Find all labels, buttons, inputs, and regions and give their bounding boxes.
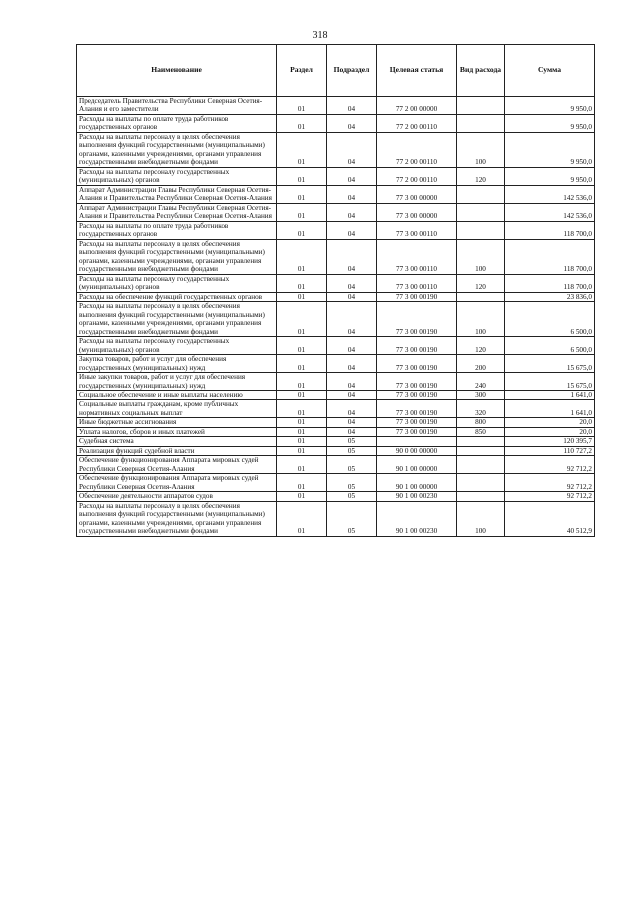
cell-sum: 20,0 [505,418,595,427]
cell-sum: 92 712,2 [505,456,595,474]
cell-target: 77 2 00 00110 [377,132,457,167]
cell-type: 120 [457,274,505,292]
cell-target: 77 3 00 00190 [377,355,457,373]
cell-type [457,474,505,492]
header-subsection: Подраздел [327,45,377,97]
cell-target: 90 1 00 00000 [377,456,457,474]
cell-section: 01 [277,132,327,167]
cell-type: 320 [457,400,505,418]
cell-section: 01 [277,292,327,301]
cell-type: 850 [457,427,505,436]
table-row [77,400,595,418]
cell-type: 100 [457,239,505,274]
cell-target: 77 3 00 00190 [377,337,457,355]
cell-type: 120 [457,167,505,185]
cell-name: Расходы на выплаты по оплате труда работников государственных органов [77,114,277,132]
cell-target: 77 3 00 00190 [377,302,457,337]
cell-target: 77 3 00 00190 [377,400,457,418]
cell-name: Расходы на обеспечение функций государственных органов [77,292,277,301]
cell-target: 90 1 00 00230 [377,492,457,501]
cell-subsection: 05 [327,437,377,446]
cell-target: 77 3 00 00190 [377,292,457,301]
table-row [77,132,595,167]
cell-name: Социальные выплаты гражданам, кроме публичных нормативных социальных выплат [77,400,277,418]
cell-name: Обеспечение функционирования Аппарата мировых судей Республики Северная Осетия-Алания [77,474,277,492]
cell-sum: 110 727,2 [505,446,595,455]
cell-name: Социальное обеспечение и иные выплаты населению [77,390,277,399]
cell-type: 200 [457,355,505,373]
cell-target: 77 3 00 00190 [377,390,457,399]
cell-type [457,221,505,239]
cell-sum: 6 500,0 [505,337,595,355]
header-target: Целевая статья [377,45,457,97]
cell-subsection: 05 [327,501,377,536]
cell-sum: 118 700,0 [505,221,595,239]
cell-section: 01 [277,474,327,492]
cell-sum: 92 712,2 [505,492,595,501]
cell-sum: 120 395,7 [505,437,595,446]
table-row [77,114,595,132]
table-row [77,437,595,446]
cell-type: 120 [457,337,505,355]
cell-section: 01 [277,501,327,536]
table-row [77,337,595,355]
cell-target: 77 3 00 00000 [377,185,457,203]
cell-sum: 118 700,0 [505,274,595,292]
cell-name: Расходы на выплаты персоналу государственных (муниципальных) органов [77,337,277,355]
cell-sum: 6 500,0 [505,302,595,337]
cell-subsection: 04 [327,427,377,436]
cell-type [457,203,505,221]
cell-target: 90 1 00 00000 [377,474,457,492]
cell-sum: 40 512,9 [505,501,595,536]
cell-section: 01 [277,274,327,292]
table-row [77,373,595,391]
cell-type: 100 [457,501,505,536]
cell-type [457,114,505,132]
cell-section: 01 [277,167,327,185]
cell-name: Аппарат Администрации Главы Республики Северная Осетия-Алания и Правительства Республики Северная Осетия-Алания [77,185,277,203]
table-row [77,167,595,185]
cell-sum: 142 536,0 [505,185,595,203]
cell-name: Обеспечение функционирования Аппарата мировых судей Республики Северная Осетия-Алания [77,456,277,474]
cell-type [457,97,505,115]
cell-target: 77 3 00 00110 [377,274,457,292]
cell-target: 77 2 00 00110 [377,114,457,132]
cell-subsection: 04 [327,390,377,399]
cell-section: 01 [277,418,327,427]
cell-section: 01 [277,400,327,418]
cell-target: 90 0 00 00000 [377,446,457,455]
cell-section: 01 [277,302,327,337]
cell-section: 01 [277,97,327,115]
cell-section: 01 [277,337,327,355]
cell-section: 01 [277,390,327,399]
header-name: Наименование [77,45,277,97]
table-row [77,427,595,436]
cell-section: 01 [277,427,327,436]
cell-subsection: 04 [327,355,377,373]
cell-type [457,185,505,203]
cell-target: 90 1 00 00230 [377,501,457,536]
cell-type: 100 [457,132,505,167]
cell-sum: 1 641,0 [505,390,595,399]
cell-section: 01 [277,239,327,274]
cell-name: Расходы на выплаты персоналу в целях обеспечения выполнения функций государственными (муниципальными) органами, казенными учреждениями, органами управления государственными внебюджетными фондами [77,501,277,536]
header-section: Раздел [277,45,327,97]
cell-section: 01 [277,355,327,373]
cell-name: Расходы на выплаты по оплате труда работников государственных органов [77,221,277,239]
cell-type [457,492,505,501]
cell-section: 01 [277,221,327,239]
cell-sum: 92 712,2 [505,474,595,492]
cell-name: Председатель Правительства Республики Северная Осетия-Алания и его заместители [77,97,277,115]
cell-sum: 15 675,0 [505,373,595,391]
table-row [77,501,595,536]
cell-sum: 9 950,0 [505,167,595,185]
cell-subsection: 04 [327,132,377,167]
cell-name: Расходы на выплаты персоналу государственных (муниципальных) органов [77,167,277,185]
cell-name: Иные бюджетные ассигнования [77,418,277,427]
table-row [77,390,595,399]
table-row [77,221,595,239]
cell-subsection: 04 [327,203,377,221]
cell-name: Расходы на выплаты персоналу государственных (муниципальных) органов [77,274,277,292]
cell-subsection: 04 [327,274,377,292]
cell-subsection: 04 [327,292,377,301]
cell-name: Расходы на выплаты персоналу в целях обеспечения выполнения функций государственными (муниципальными) органами, казенными учреждениями, органами управления государственными внебюджетными фондами [77,302,277,337]
cell-type [457,292,505,301]
cell-section: 01 [277,185,327,203]
table-row [77,456,595,474]
table-row [77,185,595,203]
cell-target [377,437,457,446]
cell-sum: 1 641,0 [505,400,595,418]
cell-name: Реализация функций судебной власти [77,446,277,455]
cell-subsection: 05 [327,474,377,492]
cell-type: 100 [457,302,505,337]
budget-table [76,44,595,537]
cell-sum: 118 700,0 [505,239,595,274]
cell-subsection: 04 [327,302,377,337]
cell-subsection: 05 [327,492,377,501]
cell-section: 01 [277,373,327,391]
cell-section: 01 [277,446,327,455]
cell-section: 01 [277,492,327,501]
cell-name: Аппарат Администрации Главы Республики Северная Осетия-Алания и Правительства Республики Северная Осетия-Алания [77,203,277,221]
cell-name: Уплата налогов, сборов и иных платежей [77,427,277,436]
cell-name: Расходы на выплаты персоналу в целях обеспечения выполнения функций государственными (муниципальными) органами, казенными учреждениями, органами управления государственными внебюджетными фондами [77,132,277,167]
cell-sum: 15 675,0 [505,355,595,373]
cell-subsection: 04 [327,239,377,274]
cell-sum: 20,0 [505,427,595,436]
cell-target: 77 3 00 00110 [377,221,457,239]
table-row [77,355,595,373]
cell-sum: 9 950,0 [505,97,595,115]
cell-subsection: 05 [327,456,377,474]
cell-target: 77 3 00 00190 [377,427,457,436]
cell-sum: 23 836,0 [505,292,595,301]
cell-sum: 9 950,0 [505,114,595,132]
table-header-row [77,45,595,97]
cell-type: 240 [457,373,505,391]
cell-target: 77 3 00 00110 [377,239,457,274]
cell-name: Иные закупки товаров, работ и услуг для обеспечения государственных (муниципальных) нужд [77,373,277,391]
cell-subsection: 04 [327,221,377,239]
cell-subsection: 04 [327,400,377,418]
cell-type [457,446,505,455]
cell-type [457,456,505,474]
cell-sum: 142 536,0 [505,203,595,221]
cell-target: 77 3 00 00190 [377,373,457,391]
table-row [77,97,595,115]
cell-section: 01 [277,456,327,474]
table-row [77,292,595,301]
table-row [77,274,595,292]
table-row [77,203,595,221]
cell-type: 300 [457,390,505,399]
cell-name: Судебная система [77,437,277,446]
cell-target: 77 3 00 00000 [377,203,457,221]
cell-subsection: 04 [327,373,377,391]
table-row [77,239,595,274]
cell-sum: 9 950,0 [505,132,595,167]
table-row [77,474,595,492]
page-number: 318 [312,30,328,41]
cell-target: 77 2 00 00110 [377,167,457,185]
table-row [77,446,595,455]
cell-name: Обеспечение деятельности аппаратов судов [77,492,277,501]
cell-name: Расходы на выплаты персоналу в целях обеспечения выполнения функций государственными (муниципальными) органами, казенными учреждениями, органами управления государственными внебюджетными фондами [77,239,277,274]
cell-subsection: 04 [327,114,377,132]
cell-subsection: 04 [327,97,377,115]
cell-name: Закупка товаров, работ и услуг для обеспечения государственных (муниципальных) нужд [77,355,277,373]
cell-subsection: 05 [327,446,377,455]
cell-target: 77 2 00 00000 [377,97,457,115]
header-sum: Сумма [505,45,595,97]
header-type: Вид расхода [457,45,505,97]
cell-subsection: 04 [327,337,377,355]
cell-section: 01 [277,114,327,132]
cell-section: 01 [277,203,327,221]
table-body [77,97,595,537]
cell-subsection: 04 [327,418,377,427]
cell-target: 77 3 00 00190 [377,418,457,427]
cell-subsection: 04 [327,167,377,185]
cell-type [457,437,505,446]
cell-subsection: 04 [327,185,377,203]
table-row [77,302,595,337]
cell-section: 01 [277,437,327,446]
table-row [77,492,595,501]
cell-type: 800 [457,418,505,427]
table-row [77,418,595,427]
